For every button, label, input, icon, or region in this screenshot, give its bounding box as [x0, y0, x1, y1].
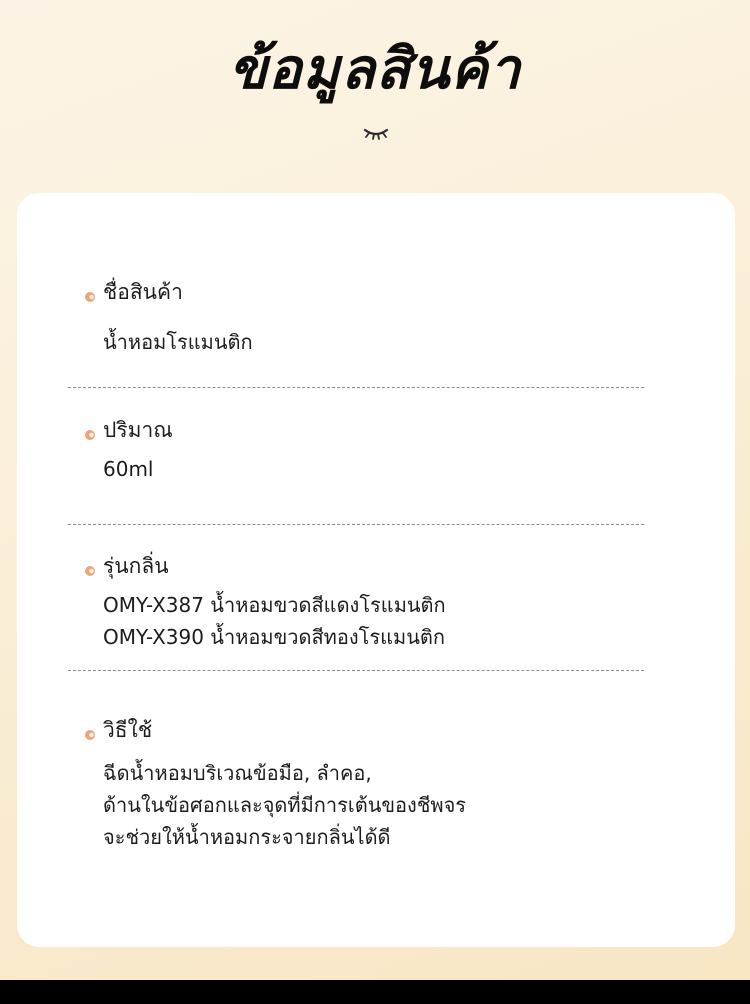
- value-line: ด้านในข้อศอกและจุดที่มีการเต้นของชีพจร: [103, 793, 467, 817]
- bullet-dot-icon: [85, 292, 95, 302]
- section-divider: [68, 670, 644, 671]
- bullet-dot-icon: [85, 730, 95, 740]
- bullet-dot-icon: [85, 566, 95, 576]
- value-line: ฉีดน้ำหอมบริเวณข้อมือ, ลำคอ,: [103, 761, 372, 785]
- section-label: วิธีใช้: [103, 718, 153, 742]
- section-value: [103, 453, 154, 485]
- value-line: OMY-X390 น้ำหอมขวดสีทองโรแมนติก: [103, 625, 445, 649]
- section-label: รุ่นกลิ่น: [103, 554, 169, 578]
- section-value: [103, 589, 446, 653]
- section-divider: [68, 524, 644, 525]
- page-title: ข้อมูลสินค้า: [228, 37, 522, 102]
- closed-eye-icon: [362, 126, 390, 140]
- value-line: น้ำหอมโรแมนติก: [103, 330, 253, 354]
- bullet-dot-icon: [85, 430, 95, 440]
- section-value: [103, 326, 253, 358]
- value-line: จะช่วยให้น้ำหอมกระจายกลิ่นได้ดี: [103, 825, 391, 849]
- value-line: OMY-X387 น้ำหอมขวดสีแดงโรแมนติก: [103, 593, 446, 617]
- bottom-bar: [0, 980, 750, 1004]
- value-line: 60ml: [103, 457, 154, 481]
- section-label: ปริมาณ: [103, 418, 173, 442]
- section-divider: [68, 387, 644, 388]
- section-label: ชื่อสินค้า: [103, 280, 183, 304]
- section-value: [103, 757, 466, 853]
